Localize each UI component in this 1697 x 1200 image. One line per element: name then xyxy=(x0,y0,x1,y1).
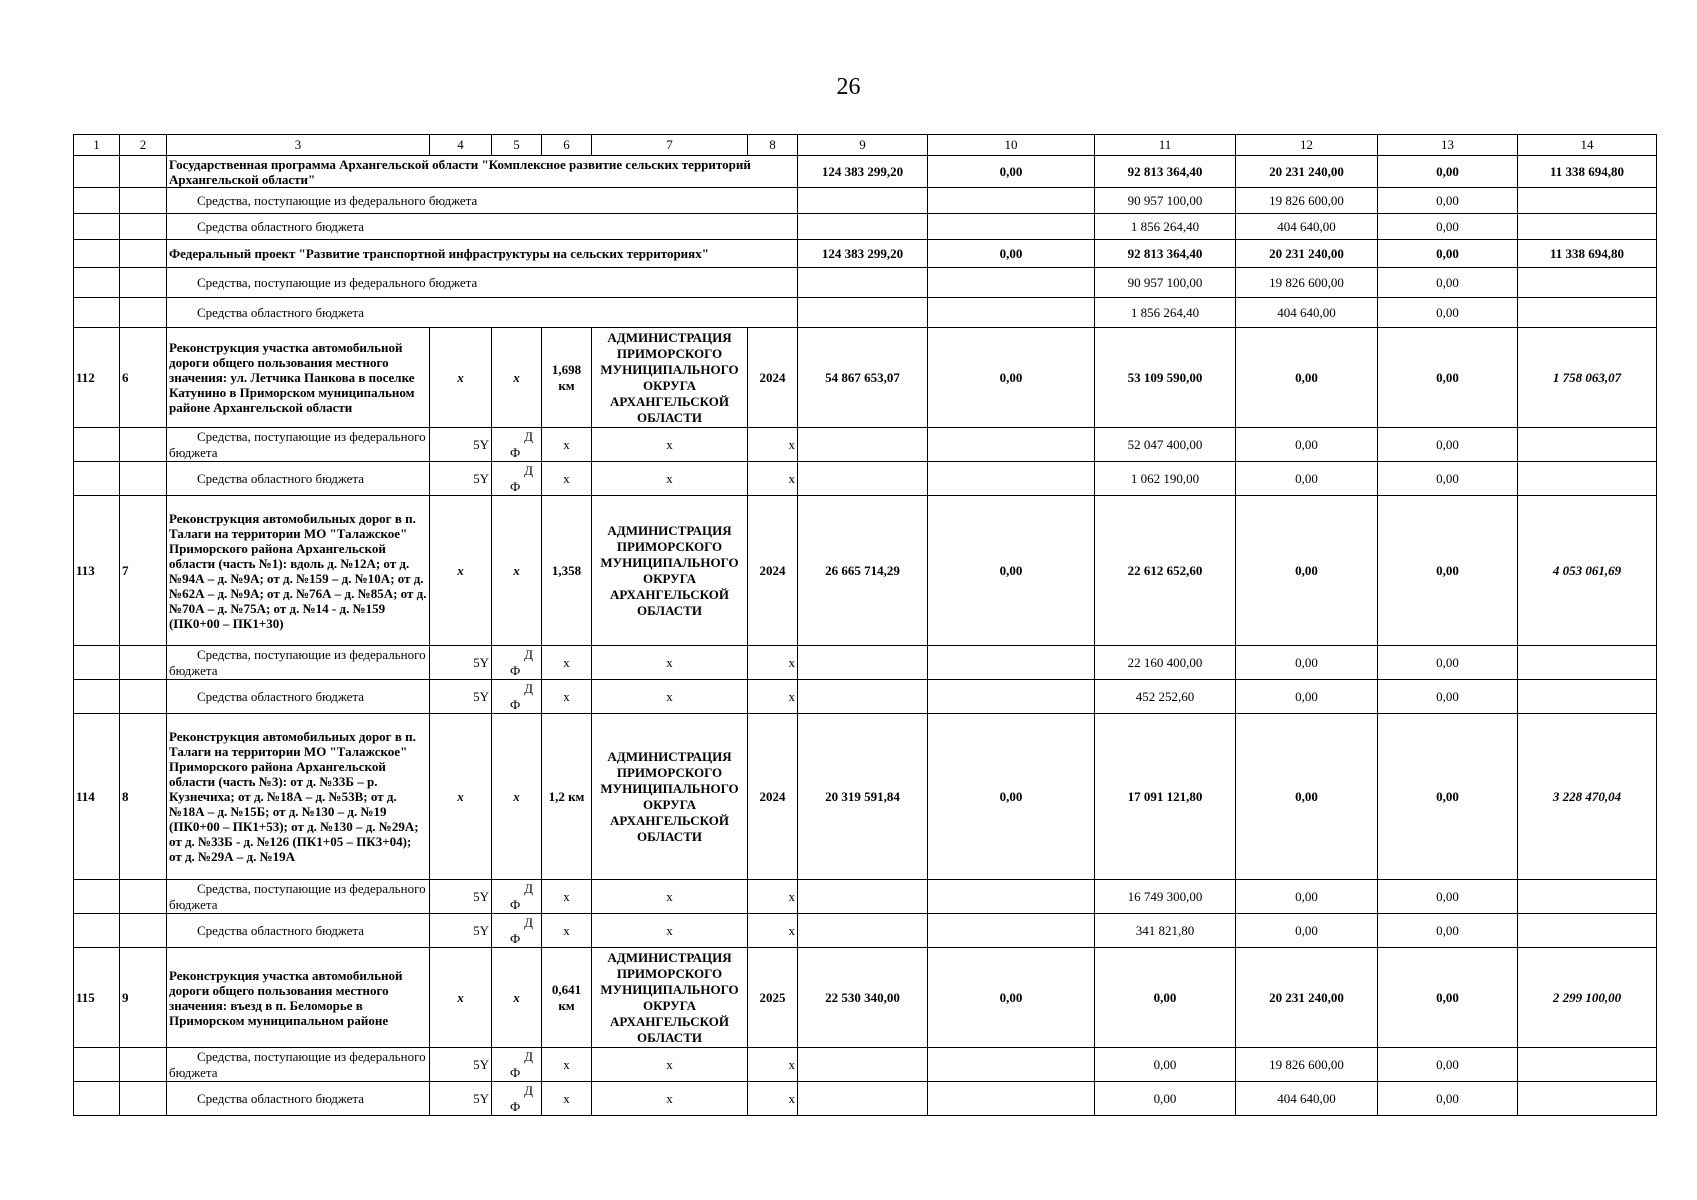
amount-col11: 16 749 300,00 xyxy=(1095,880,1236,914)
summary-title: Государственная программа Архангельской области "Комплексное развитие сельских территорий Архангельской области" xyxy=(167,156,798,188)
summary-row xyxy=(74,156,1657,188)
amount-col10: 0,00 xyxy=(928,496,1095,646)
summary-title: Федеральный проект "Развитие транспортной инфраструктуры на сельских территориях" xyxy=(167,240,798,268)
empty-cell xyxy=(1518,680,1657,714)
col6-value: x xyxy=(542,646,592,680)
source-label: Средства областного бюджета xyxy=(167,680,430,714)
amount-col11: 90 957 100,00 xyxy=(1095,268,1236,298)
col5-value: х xyxy=(492,948,542,1048)
source-label: Средства областного бюджета xyxy=(167,214,798,240)
header-cell: 1 xyxy=(74,135,120,156)
code-letter-f: Ф xyxy=(510,1065,521,1080)
empty-cell xyxy=(928,428,1095,462)
amount-total: 54 867 653,07 xyxy=(798,328,928,428)
responsible-org: АДМИНИСТРАЦИЯ ПРИМОРСКОГО МУНИЦИПАЛЬНОГО ОКРУГА АРХАНГЕЛЬСКОЙ ОБЛАСТИ xyxy=(592,328,748,428)
amount-col12: 20 231 240,00 xyxy=(1236,240,1378,268)
empty-cell xyxy=(120,680,167,714)
amount-total: 124 383 299,20 xyxy=(798,240,928,268)
empty-cell xyxy=(798,1082,928,1116)
empty-cell xyxy=(120,428,167,462)
header-cell: 6 xyxy=(542,135,592,156)
col4-code: 5Y xyxy=(430,1082,492,1116)
amount-col13: 0,00 xyxy=(1378,328,1518,428)
code-letter-f: Ф xyxy=(510,897,521,912)
header-cell: 7 xyxy=(592,135,748,156)
col4-value: х xyxy=(430,948,492,1048)
empty-cell xyxy=(928,646,1095,680)
empty-cell xyxy=(798,462,928,496)
amount-col13: 0,00 xyxy=(1378,1048,1518,1082)
sub-number: 7 xyxy=(120,496,167,646)
source-row xyxy=(74,214,1657,240)
amount-col13: 0,00 xyxy=(1378,1082,1518,1116)
amount-col13: 0,00 xyxy=(1378,646,1518,680)
col4-code: 5Y xyxy=(430,646,492,680)
empty-cell xyxy=(798,914,928,948)
budget-table xyxy=(73,134,1657,1116)
project-row xyxy=(74,948,1657,1048)
col6-value: x xyxy=(542,914,592,948)
empty-cell xyxy=(74,156,120,188)
col4-code: 5Y xyxy=(430,914,492,948)
amount-col12: 19 826 600,00 xyxy=(1236,188,1378,214)
empty-cell xyxy=(74,268,120,298)
code-letter-d: Д xyxy=(524,647,533,662)
amount-col11: 0,00 xyxy=(1095,948,1236,1048)
amount-col13: 0,00 xyxy=(1378,188,1518,214)
empty-cell xyxy=(74,646,120,680)
empty-cell xyxy=(120,1082,167,1116)
empty-cell xyxy=(120,214,167,240)
empty-cell xyxy=(74,880,120,914)
empty-cell xyxy=(928,462,1095,496)
source-label: Средства, поступающие из федерального бюджета xyxy=(167,1048,430,1082)
road-length: 0,641 км xyxy=(542,948,592,1048)
empty-cell xyxy=(74,462,120,496)
amount-col12: 0,00 xyxy=(1236,646,1378,680)
empty-cell xyxy=(798,298,928,328)
empty-cell xyxy=(1518,188,1657,214)
amount-col12: 404 640,00 xyxy=(1236,298,1378,328)
empty-cell xyxy=(928,680,1095,714)
col7-value: x xyxy=(592,914,748,948)
empty-cell xyxy=(74,214,120,240)
col5-code xyxy=(492,880,542,914)
amount-col13: 0,00 xyxy=(1378,714,1518,880)
project-name: Реконструкция автомобильных дорог в п. Талаги на территории МО "Талажское" Приморского района Архангельской области (часть №3): от д. №33Б – р. Кузнечиха; от д. №18А – д. №53В; от д. №18А – д. №15Б; от д. №130 – д. №19 (ПК0+00 – ПК1+53); от д. №130 – д. №29А; от д. №33Б - д. №126 (ПК1+05 – ПК3+04); от д. №29А – д. №19А xyxy=(167,714,430,880)
header-cell: 3 xyxy=(167,135,430,156)
amount-col12: 20 231 240,00 xyxy=(1236,156,1378,188)
amount-col12: 19 826 600,00 xyxy=(1236,268,1378,298)
amount-col13: 0,00 xyxy=(1378,948,1518,1048)
amount-col14: 2 299 100,00 xyxy=(1518,948,1657,1048)
empty-cell xyxy=(798,188,928,214)
year: 2024 xyxy=(748,328,798,428)
empty-cell xyxy=(798,646,928,680)
source-label: Средства, поступающие из федерального бюджета xyxy=(167,880,430,914)
col8-value: x xyxy=(748,914,798,948)
source-label: Средства областного бюджета xyxy=(167,1082,430,1116)
source-row xyxy=(74,298,1657,328)
row-number: 115 xyxy=(74,948,120,1048)
empty-cell xyxy=(928,1048,1095,1082)
source-row xyxy=(74,1082,1657,1116)
amount-col14: 11 338 694,80 xyxy=(1518,156,1657,188)
amount-col11: 1 062 190,00 xyxy=(1095,462,1236,496)
amount-col12: 0,00 xyxy=(1236,680,1378,714)
amount-col12: 0,00 xyxy=(1236,328,1378,428)
col5-value: х xyxy=(492,328,542,428)
code-letter-f: Ф xyxy=(510,479,521,494)
amount-col12: 0,00 xyxy=(1236,880,1378,914)
empty-cell xyxy=(1518,462,1657,496)
header-cell: 11 xyxy=(1095,135,1236,156)
col8-value: x xyxy=(748,880,798,914)
col6-value: x xyxy=(542,1082,592,1116)
project-row xyxy=(74,328,1657,428)
code-letter-f: Ф xyxy=(510,697,521,712)
empty-cell xyxy=(120,156,167,188)
empty-cell xyxy=(74,240,120,268)
source-label: Средства, поступающие из федерального бюджета xyxy=(167,188,798,214)
empty-cell xyxy=(120,1048,167,1082)
amount-col12: 20 231 240,00 xyxy=(1236,948,1378,1048)
amount-col14: 11 338 694,80 xyxy=(1518,240,1657,268)
code-letter-d: Д xyxy=(524,1049,533,1064)
header-cell: 5 xyxy=(492,135,542,156)
empty-cell xyxy=(928,880,1095,914)
project-row xyxy=(74,714,1657,880)
amount-col13: 0,00 xyxy=(1378,156,1518,188)
amount-col11: 90 957 100,00 xyxy=(1095,188,1236,214)
source-label: Средства, поступающие из федерального бюджета xyxy=(167,646,430,680)
col7-value: x xyxy=(592,680,748,714)
amount-col13: 0,00 xyxy=(1378,298,1518,328)
amount-col11: 92 813 364,40 xyxy=(1095,156,1236,188)
amount-col12: 404 640,00 xyxy=(1236,1082,1378,1116)
amount-col11: 92 813 364,40 xyxy=(1095,240,1236,268)
amount-col13: 0,00 xyxy=(1378,268,1518,298)
empty-cell xyxy=(798,428,928,462)
row-number: 113 xyxy=(74,496,120,646)
amount-total: 20 319 591,84 xyxy=(798,714,928,880)
amount-col11: 52 047 400,00 xyxy=(1095,428,1236,462)
amount-col13: 0,00 xyxy=(1378,880,1518,914)
col5-code xyxy=(492,646,542,680)
code-letter-f: Ф xyxy=(510,931,521,946)
amount-col14: 3 228 470,04 xyxy=(1518,714,1657,880)
empty-cell xyxy=(74,680,120,714)
empty-cell xyxy=(1518,1048,1657,1082)
project-row xyxy=(74,496,1657,646)
col4-value: х xyxy=(430,328,492,428)
empty-cell xyxy=(120,914,167,948)
empty-cell xyxy=(1518,914,1657,948)
col8-value: x xyxy=(748,680,798,714)
header-cell: 14 xyxy=(1518,135,1657,156)
source-row xyxy=(74,428,1657,462)
empty-cell xyxy=(798,880,928,914)
empty-cell xyxy=(798,680,928,714)
amount-col11: 0,00 xyxy=(1095,1048,1236,1082)
col4-code: 5Y xyxy=(430,680,492,714)
col8-value: x xyxy=(748,1082,798,1116)
source-label: Средства областного бюджета xyxy=(167,914,430,948)
amount-col13: 0,00 xyxy=(1378,496,1518,646)
col7-value: x xyxy=(592,880,748,914)
empty-cell xyxy=(74,1048,120,1082)
col8-value: x xyxy=(748,428,798,462)
col4-value: х xyxy=(430,496,492,646)
empty-cell xyxy=(928,914,1095,948)
empty-cell xyxy=(1518,298,1657,328)
amount-col12: 0,00 xyxy=(1236,914,1378,948)
empty-cell xyxy=(120,646,167,680)
amount-col10: 0,00 xyxy=(928,328,1095,428)
amount-col12: 404 640,00 xyxy=(1236,214,1378,240)
amount-col12: 0,00 xyxy=(1236,714,1378,880)
source-row xyxy=(74,268,1657,298)
source-label: Средства областного бюджета xyxy=(167,298,798,328)
row-number: 114 xyxy=(74,714,120,880)
col7-value: x xyxy=(592,646,748,680)
col6-value: x xyxy=(542,680,592,714)
empty-cell xyxy=(928,1082,1095,1116)
amount-total: 124 383 299,20 xyxy=(798,156,928,188)
col5-value: х xyxy=(492,496,542,646)
col5-code xyxy=(492,1048,542,1082)
code-letter-f: Ф xyxy=(510,445,521,460)
sub-number: 6 xyxy=(120,328,167,428)
code-letter-d: Д xyxy=(524,1083,533,1098)
empty-cell xyxy=(928,214,1095,240)
road-length: 1,358 xyxy=(542,496,592,646)
col4-code: 5Y xyxy=(430,1048,492,1082)
empty-cell xyxy=(798,1048,928,1082)
responsible-org: АДМИНИСТРАЦИЯ ПРИМОРСКОГО МУНИЦИПАЛЬНОГО ОКРУГА АРХАНГЕЛЬСКОЙ ОБЛАСТИ xyxy=(592,948,748,1048)
amount-col13: 0,00 xyxy=(1378,914,1518,948)
header-cell: 9 xyxy=(798,135,928,156)
empty-cell xyxy=(928,268,1095,298)
col8-value: x xyxy=(748,646,798,680)
amount-col11: 22 612 652,60 xyxy=(1095,496,1236,646)
project-name: Реконструкция участка автомобильной дороги общего пользования местного значения: ул. Летчика Панкова в поселке Катунино в Приморском муниципальном районе Архангельской области xyxy=(167,328,430,428)
empty-cell xyxy=(928,298,1095,328)
amount-col11: 1 856 264,40 xyxy=(1095,214,1236,240)
col4-code: 5Y xyxy=(430,428,492,462)
code-letter-f: Ф xyxy=(510,663,521,678)
empty-cell xyxy=(120,462,167,496)
source-label: Средства областного бюджета xyxy=(167,462,430,496)
amount-col13: 0,00 xyxy=(1378,462,1518,496)
amount-col12: 19 826 600,00 xyxy=(1236,1048,1378,1082)
sub-number: 8 xyxy=(120,714,167,880)
amount-col10: 0,00 xyxy=(928,240,1095,268)
empty-cell xyxy=(1518,646,1657,680)
col7-value: x xyxy=(592,428,748,462)
amount-col11: 17 091 121,80 xyxy=(1095,714,1236,880)
col5-code xyxy=(492,1082,542,1116)
page-number: 26 xyxy=(836,74,861,100)
col4-code: 5Y xyxy=(430,880,492,914)
amount-col10: 0,00 xyxy=(928,156,1095,188)
col8-value: x xyxy=(748,1048,798,1082)
empty-cell xyxy=(120,268,167,298)
code-letter-d: Д xyxy=(524,429,533,444)
empty-cell xyxy=(120,880,167,914)
source-label: Средства, поступающие из федерального бюджета xyxy=(167,268,798,298)
amount-col13: 0,00 xyxy=(1378,680,1518,714)
source-row xyxy=(74,914,1657,948)
sub-number: 9 xyxy=(120,948,167,1048)
empty-cell xyxy=(120,298,167,328)
col6-value: x xyxy=(542,1048,592,1082)
year: 2024 xyxy=(748,496,798,646)
amount-col12: 0,00 xyxy=(1236,462,1378,496)
col7-value: x xyxy=(592,1048,748,1082)
header-cell: 4 xyxy=(430,135,492,156)
amount-col12: 0,00 xyxy=(1236,496,1378,646)
amount-total: 26 665 714,29 xyxy=(798,496,928,646)
row-number: 112 xyxy=(74,328,120,428)
empty-cell xyxy=(120,188,167,214)
source-row xyxy=(74,1048,1657,1082)
summary-row xyxy=(74,240,1657,268)
amount-col10: 0,00 xyxy=(928,714,1095,880)
amount-col11: 22 160 400,00 xyxy=(1095,646,1236,680)
header-cell: 10 xyxy=(928,135,1095,156)
amount-col13: 0,00 xyxy=(1378,428,1518,462)
col6-value: x xyxy=(542,462,592,496)
col5-code xyxy=(492,462,542,496)
amount-total: 22 530 340,00 xyxy=(798,948,928,1048)
amount-col11: 341 821,80 xyxy=(1095,914,1236,948)
header-cell: 8 xyxy=(748,135,798,156)
empty-cell xyxy=(74,428,120,462)
code-letter-d: Д xyxy=(524,681,533,696)
source-row xyxy=(74,646,1657,680)
amount-col10: 0,00 xyxy=(928,948,1095,1048)
code-letter-d: Д xyxy=(524,881,533,896)
amount-col12: 0,00 xyxy=(1236,428,1378,462)
empty-cell xyxy=(798,268,928,298)
responsible-org: АДМИНИСТРАЦИЯ ПРИМОРСКОГО МУНИЦИПАЛЬНОГО ОКРУГА АРХАНГЕЛЬСКОЙ ОБЛАСТИ xyxy=(592,714,748,880)
empty-cell xyxy=(1518,268,1657,298)
empty-cell xyxy=(120,240,167,268)
amount-col11: 1 856 264,40 xyxy=(1095,298,1236,328)
empty-cell xyxy=(74,188,120,214)
empty-cell xyxy=(74,1082,120,1116)
empty-cell xyxy=(928,188,1095,214)
year: 2025 xyxy=(748,948,798,1048)
empty-cell xyxy=(1518,1082,1657,1116)
amount-col13: 0,00 xyxy=(1378,214,1518,240)
code-letter-f: Ф xyxy=(510,1099,521,1114)
amount-col11: 0,00 xyxy=(1095,1082,1236,1116)
col5-code xyxy=(492,914,542,948)
col5-code xyxy=(492,680,542,714)
header-row xyxy=(74,135,1657,156)
source-row xyxy=(74,188,1657,214)
amount-col13: 0,00 xyxy=(1378,240,1518,268)
col5-value: х xyxy=(492,714,542,880)
code-letter-d: Д xyxy=(524,915,533,930)
road-length: 1,2 км xyxy=(542,714,592,880)
amount-col14: 1 758 063,07 xyxy=(1518,328,1657,428)
empty-cell xyxy=(798,214,928,240)
amount-col11: 452 252,60 xyxy=(1095,680,1236,714)
responsible-org: АДМИНИСТРАЦИЯ ПРИМОРСКОГО МУНИЦИПАЛЬНОГО ОКРУГА АРХАНГЕЛЬСКОЙ ОБЛАСТИ xyxy=(592,496,748,646)
col4-value: х xyxy=(430,714,492,880)
col6-value: x xyxy=(542,428,592,462)
code-letter-d: Д xyxy=(524,463,533,478)
source-row xyxy=(74,880,1657,914)
empty-cell xyxy=(74,298,120,328)
empty-cell xyxy=(74,914,120,948)
source-label: Средства, поступающие из федерального бюджета xyxy=(167,428,430,462)
col8-value: x xyxy=(748,462,798,496)
project-name: Реконструкция участка автомобильной дороги общего пользования местного значения: въезд в п. Беломорье в Приморском муниципальном районе xyxy=(167,948,430,1048)
empty-cell xyxy=(1518,428,1657,462)
empty-cell xyxy=(1518,880,1657,914)
source-row xyxy=(74,462,1657,496)
amount-col14: 4 053 061,69 xyxy=(1518,496,1657,646)
empty-cell xyxy=(1518,214,1657,240)
year: 2024 xyxy=(748,714,798,880)
header-cell: 12 xyxy=(1236,135,1378,156)
col5-code xyxy=(492,428,542,462)
project-name: Реконструкция автомобильных дорог в п. Талаги на территории МО "Талажское" Приморского района Архангельской области (часть №1): вдоль д. №12А; от д. №94А – д. №9А; от д. №159 – д. №10А; от д. №62А – д. №9А; от д. №76А – д. №85А; от д. №70А – д. №75А; от д. №14 - д. №159 (ПК0+00 – ПК1+30) xyxy=(167,496,430,646)
header-cell: 13 xyxy=(1378,135,1518,156)
source-row xyxy=(74,680,1657,714)
amount-col11: 53 109 590,00 xyxy=(1095,328,1236,428)
col4-code: 5Y xyxy=(430,462,492,496)
col6-value: x xyxy=(542,880,592,914)
col7-value: x xyxy=(592,1082,748,1116)
road-length: 1,698 км xyxy=(542,328,592,428)
col7-value: x xyxy=(592,462,748,496)
header-cell: 2 xyxy=(120,135,167,156)
